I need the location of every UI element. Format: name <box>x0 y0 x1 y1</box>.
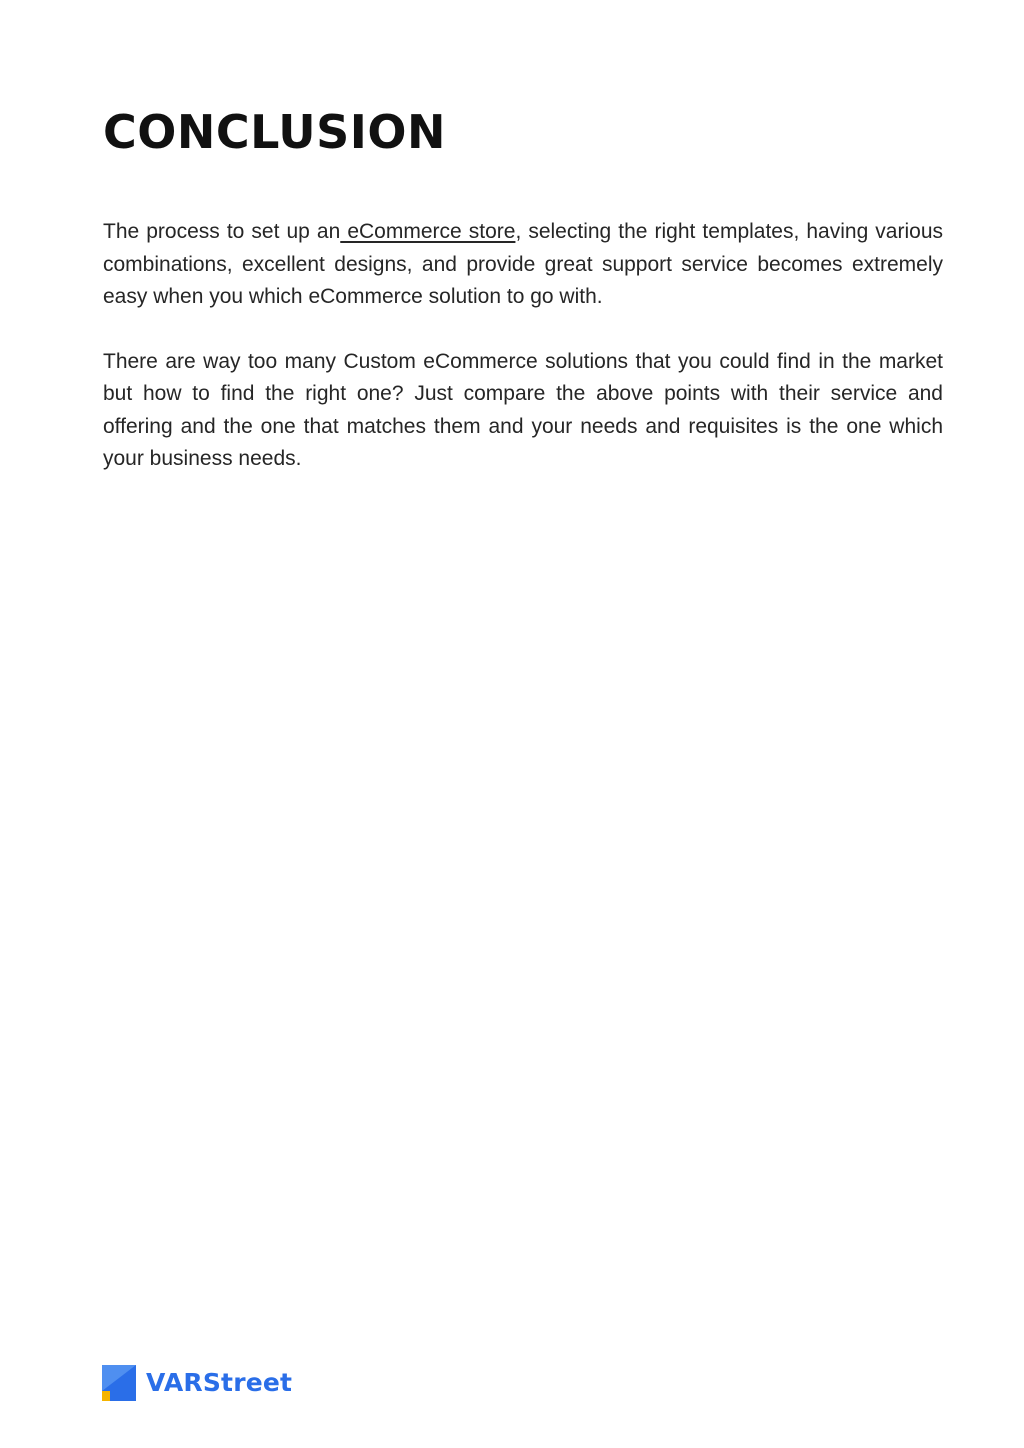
paragraph-1 <box>103 216 943 314</box>
page-title: CONCLUSION <box>103 105 446 159</box>
ecommerce-store-link[interactable]: eCommerce store <box>340 220 516 243</box>
varstreet-logo-icon <box>102 1365 136 1401</box>
brand-name: VARStreet <box>146 1368 293 1397</box>
footer-logo <box>102 1364 292 1402</box>
paragraph-1-text-start: The process to set up an <box>103 220 341 243</box>
paragraph-1-text-end: , selecting the right templates, having various combinations, excellent designs, and provide great support service becomes extremely easy when you which eCommerce solution to go with. <box>103 220 944 308</box>
paragraph-2: There are way too many Custom eCommerce solutions that you could find in the market but how to find the right one? Just compare the above points with their service and offering and the one that matches them and your needs and requisites is the one which your business needs. <box>103 349 943 470</box>
body-text <box>103 216 943 508</box>
